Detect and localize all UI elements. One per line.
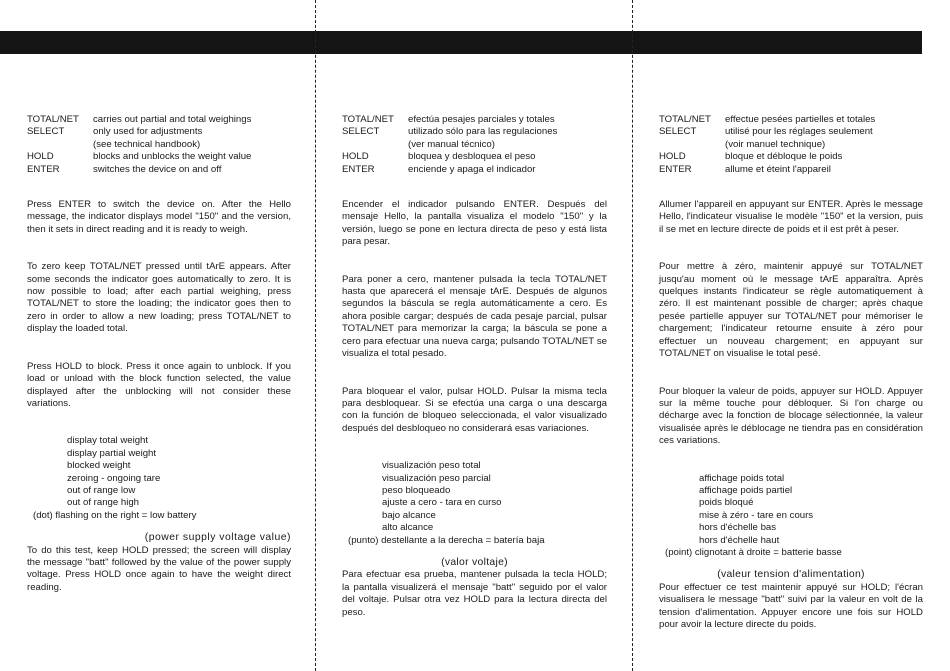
key-row [342, 139, 607, 151]
key-name: SELECT [659, 126, 697, 138]
indicator-item: out of range low [67, 484, 136, 496]
key-description: (ver manual técnico) [408, 138, 495, 150]
key-row [659, 151, 923, 163]
indicator-item: bajo alcance [382, 509, 436, 521]
key-description: efectúa pesajes parciales y totales [408, 114, 555, 125]
key-name: ENTER [659, 163, 692, 175]
indicator-item: affichage poids total [699, 472, 785, 484]
indicator-item: visualización peso parcial [382, 472, 491, 484]
indicator-item: display total weight [67, 435, 149, 447]
voltage-caption: (power supply voltage value) [144, 532, 291, 544]
column-english [27, 114, 291, 594]
voltage-caption: (valor voltaje) [441, 556, 508, 568]
key-name [659, 139, 725, 151]
indicator-list [659, 473, 923, 547]
key-description: only used for adjustments [93, 126, 203, 138]
paragraph-zeroing: Para poner a cero, mantener pulsada la tecla TOTAL/NET hasta que aparecerá el mensaje tArE. Después de algunos segundos la báscula se regla automáticamente a cero. Es ahora posible cargar; después de cada pesaje parcial, pulsar TOTAL/NET para memorizar la carga; la báscula se pone a cero para efectuar una nueva carga; pulsando TOTAL/NET se visualiza el total pesado. [342, 273, 607, 360]
paragraph-battery-test: Para efectuar esa prueba, mantener pulsada la tecla HOLD; la pantalla visualizerá el mensaje "batt" seguido por el valor del voltaje. Pulsar otra vez HOLD para la lectura directa del peso. [342, 569, 607, 618]
key-row [342, 126, 607, 138]
low-battery-line: (punto) destellante a la derecha = batería baja [348, 534, 545, 546]
key-name: SELECT [342, 126, 380, 138]
key-row [659, 139, 923, 151]
key-name: HOLD [342, 151, 369, 163]
paragraph-zeroing: To zero keep TOTAL/NET pressed until tArE appears. After some seconds the indicator goes automatically to zero. It is now possible to load; after each partial weighing, press TOTAL/NET to store the loading; the indicator goes then to zero in order to allow a new loading; press TOTAL/NET to display the loaded total. [27, 261, 291, 335]
column-divider-right [632, 0, 633, 671]
key-name [27, 139, 93, 151]
paragraph-hold: Pour bloquer la valeur de poids, appuyer sur HOLD. Appuyer sur la même touche pour débloquer. Si l'on charge ou décharge avec la fonction de blocage sélectionnée, la valeur visualisée après le déblocage ne tiendra pas en considération ces variations. [659, 385, 923, 447]
indicator-item: zeroing - ongoing tare [67, 472, 161, 484]
key-row [342, 114, 607, 126]
column-divider-left [315, 0, 316, 671]
column-spanish [342, 114, 607, 619]
indicator-item: peso bloqueado [382, 484, 451, 496]
paragraph-switch-on: Allumer l'appareil en appuyant sur ENTER. Après le message Hello, l'indicateur visualise le modèle "150" et la version, puis il se met en lecture directe de poids et il est prêt à peser. [659, 199, 923, 235]
key-list [27, 114, 291, 176]
key-description: (see technical handbook) [93, 138, 201, 150]
indicator-list [342, 460, 607, 534]
key-row [27, 164, 291, 176]
key-row [342, 151, 607, 163]
indicator-item: affichage poids partiel [699, 484, 793, 496]
key-row [27, 151, 291, 163]
indicator-list [27, 435, 291, 509]
column-french [659, 114, 923, 631]
key-row [27, 126, 291, 138]
key-row [342, 164, 607, 176]
key-name: TOTAL/NET [659, 114, 711, 125]
key-list [342, 114, 607, 176]
low-battery-line: (dot) flashing on the right = low battery [33, 509, 197, 521]
low-battery-line: (point) clignotant à droite = batterie basse [665, 546, 842, 558]
key-name: TOTAL/NET [342, 114, 394, 125]
key-description: enciende y apaga el indicador [408, 163, 536, 175]
key-description: allume et éteint l'appareil [725, 163, 831, 175]
key-name [342, 139, 408, 151]
header-bar [0, 31, 922, 54]
key-name: HOLD [659, 151, 686, 163]
indicator-item: poids bloqué [699, 497, 754, 509]
key-description: effectue pesées partielles et totales [725, 114, 876, 125]
paragraph-switch-on: Encender el indicador pulsando ENTER. Después del mensaje Hello, la pantalla visualiza el modelo "150" y la versión, luego se pone en lectura directa de peso y está lista para pesar. [342, 199, 607, 248]
key-name: HOLD [27, 151, 54, 163]
paragraph-hold: Press HOLD to block. Press it once again to unblock. If you load or unload with the block function selected, the value displayed after the unblocking will not consider these variations. [27, 360, 291, 409]
indicator-item: display partial weight [67, 447, 157, 459]
voltage-caption: (valeur tension d'alimentation) [717, 569, 865, 581]
key-description: carries out partial and total weighings [93, 114, 252, 125]
key-name: ENTER [27, 163, 60, 175]
key-description: bloque et débloque le poids [725, 151, 843, 163]
key-description: switches the device on and off [93, 163, 222, 175]
indicator-item: hors d'échelle bas [699, 522, 777, 534]
key-description: (voir manuel technique) [725, 138, 826, 150]
paragraph-switch-on: Press ENTER to switch the device on. After the Hello message, the indicator displays model "150" and the version, then it sets in direct reading and it is ready to weigh. [27, 199, 291, 235]
paragraph-hold: Para bloquear el valor, pulsar HOLD. Pulsar la misma tecla para desbloquear. Si se efectúa una carga o una descarga con la función de bloqueo seleccionada, el valor visualizado después del desbloqueo no considerará esas variaciones. [342, 385, 607, 434]
indicator-item: out of range high [67, 497, 140, 509]
key-row [659, 164, 923, 176]
key-row [659, 126, 923, 138]
key-description: utilizado sólo para las regulaciones [408, 126, 558, 138]
indicator-item: ajuste a cero - tara en curso [382, 497, 502, 509]
key-row [27, 114, 291, 126]
indicator-item: visualización peso total [382, 460, 481, 472]
key-description: bloquea y desbloquea el peso [408, 151, 536, 163]
paragraph-zeroing: Pour mettre à zéro, maintenir appuyé sur TOTAL/NET jusqu'au moment où le message tArE apparaîtra. Après quelques instants l'indicateur se règle automatiquement à zéro. Il est maintenant possible de charger; après chaque pesée partielle appuyer sur TOTAL/NET pour mémoriser le chargement; l'indicateur retourne ensuite à zéro pour effectuer un nouveau chargement; en appuyant sur TOTAL/NET on visualise le total pesé. [659, 261, 923, 360]
key-row [27, 139, 291, 151]
key-row [659, 114, 923, 126]
indicator-item: hors d'échelle haut [699, 534, 780, 546]
indicator-item: blocked weight [67, 460, 131, 472]
key-description: blocks and unblocks the weight value [93, 151, 252, 163]
key-name: TOTAL/NET [27, 114, 79, 125]
paragraph-battery-test: To do this test, keep HOLD pressed; the screen will display the message "batt" followed by the value of the power supply voltage. Press HOLD once again to have the weight direct reading. [27, 544, 291, 593]
key-name: ENTER [342, 163, 375, 175]
indicator-item: alto alcance [382, 522, 434, 534]
key-description: utilisé pour les réglages seulement [725, 126, 873, 138]
indicator-item: mise à zéro - tare en cours [699, 509, 814, 521]
key-list [659, 114, 923, 176]
key-name: SELECT [27, 126, 65, 138]
paragraph-battery-test: Pour effectuer ce test maintenir appuyé sur HOLD; l'écran visualisera le message "batt" suivi par la valeur en volt de la tension d'alimentation. Appuyer encore une fois sur HOLD pour avoir la lecture directe du poids. [659, 581, 923, 630]
